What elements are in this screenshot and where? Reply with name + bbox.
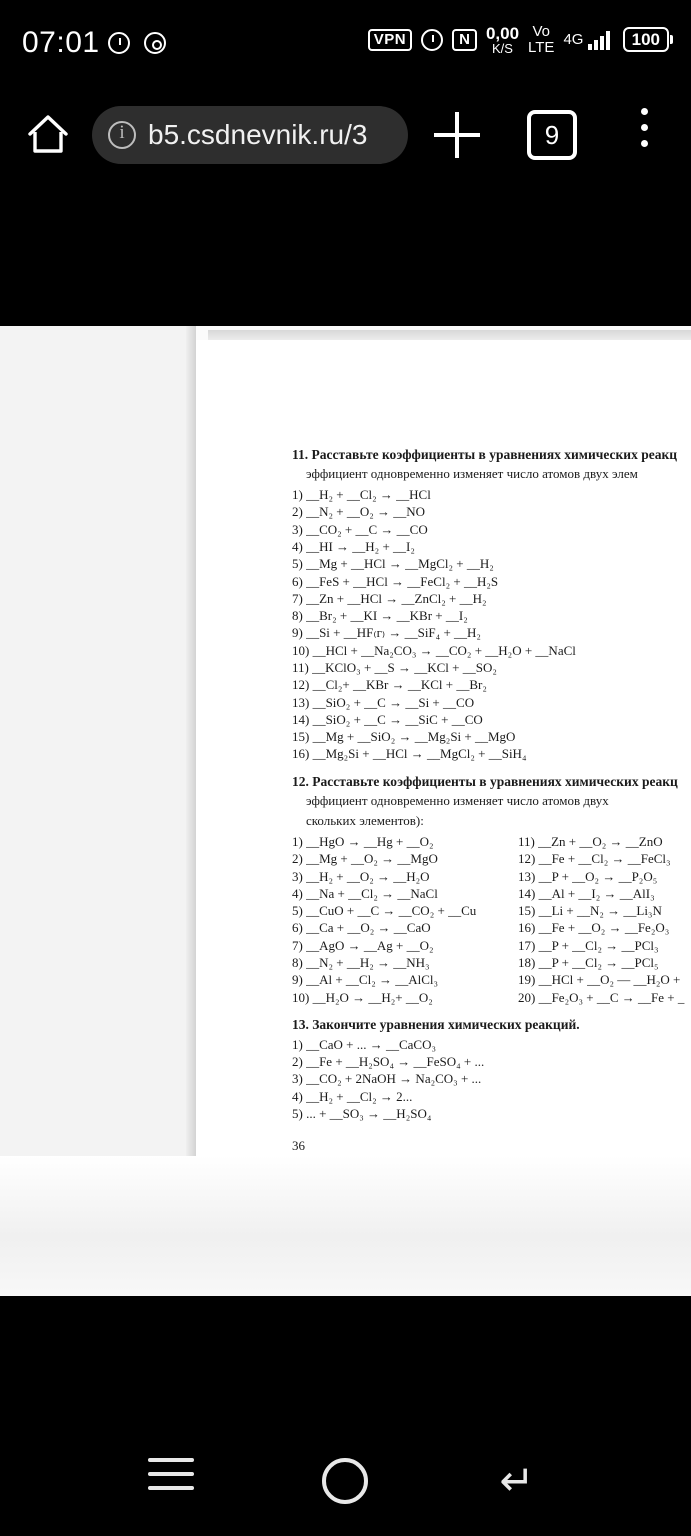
list-item: 5) __CuO + __C → __CO₂ + __Cu	[292, 903, 477, 919]
list-item: 11) __KClO₃ + __S → __KCl + __SO₂	[292, 659, 497, 675]
task-13	[292, 1017, 691, 1122]
task-11	[292, 447, 691, 763]
home-circle-icon[interactable]	[322, 1458, 368, 1504]
list-item: 14) __SiO₂ + __C → __SiC + __CO	[292, 711, 483, 727]
document-text	[292, 436, 691, 1154]
battery-tip	[670, 35, 673, 44]
list-item: 5) ... + __SO₃ → __H₂SO₄	[292, 1105, 432, 1121]
vpn-badge: VPN	[368, 29, 412, 51]
new-tab-button[interactable]	[434, 108, 484, 162]
network-speed-unit: K/S	[492, 40, 513, 56]
list-item: 7) __AgO → __Ag + __O₂	[292, 937, 434, 953]
volte-indicator	[528, 24, 554, 56]
alarm-icon	[108, 32, 130, 54]
status-left-icons	[108, 32, 166, 54]
list-item: 10) __H₂O → __H₂+ __O₂	[292, 989, 433, 1005]
list-item: 9) __Si + __HF₍г₎ → __SiF₄ + __H₂	[292, 625, 481, 641]
url-text: b5.csdnevnik.ru/3	[148, 119, 368, 150]
list-item: 7) __Zn + __HCl → __ZnCl₂ + __H₂	[292, 590, 487, 606]
list-item: 17) __P + __Cl₂ → __PCl₃	[518, 937, 659, 953]
menu-button[interactable]	[634, 108, 654, 162]
list-item: 12) __Cl₂+ __KBr → __KCl + __Br₂	[292, 677, 487, 693]
home-icon[interactable]	[26, 112, 70, 156]
battery-level: 100	[623, 27, 669, 52]
back-icon[interactable]: ↵	[499, 1456, 535, 1505]
list-item: 13) __P + __O₂ → __P₂O₅	[518, 868, 658, 884]
task-12-columns	[292, 833, 691, 1006]
status-right-icons	[368, 24, 673, 56]
list-item: 15) __Li + __N₂ → __Li₃N	[518, 903, 662, 919]
system-navigation-bar	[0, 1424, 691, 1536]
list-item: 8) __N₂ + __H₂ → __NH₃	[292, 954, 430, 970]
task-11-subtitle: эффициент одновременно изменяет число атомов двух элем	[306, 465, 638, 481]
page-number: 36	[292, 1138, 305, 1154]
task-13-list	[292, 1036, 691, 1122]
book-spine	[186, 326, 196, 1156]
list-item: 12) __Fe + __Cl₂ → __FeCl₃	[518, 851, 671, 867]
list-item: 4) __HI → __H₂ + __I₂	[292, 538, 415, 554]
task-12	[292, 774, 691, 1006]
list-item: 19) __HCl + __O₂ — __H₂O +	[518, 972, 681, 988]
page-bottom-fade	[0, 1156, 691, 1296]
list-item: 2) __Fe + __H₂SO₄ → __FeSO₄ + ...	[292, 1053, 485, 1069]
list-item: 4) __H₂ + __Cl₂ → 2...	[292, 1088, 413, 1104]
list-item: 6) __FeS + __HCl → __FeCl₂ + __H₂S	[292, 573, 499, 589]
task-12-left-list	[292, 833, 488, 1006]
status-time: 07:01	[22, 26, 100, 59]
task-12-subtitle-1: эффициент одновременно изменяет число атомов двух	[306, 792, 609, 808]
network-type-label: 4G	[563, 30, 584, 48]
volte-line2: LTE	[528, 38, 555, 56]
task-11-title: 11. Расставьте коэффициенты в уравнениях химических реакц	[292, 447, 678, 462]
list-item: 5) __Mg + __HCl → __MgCl₂ + __H₂	[292, 556, 494, 572]
list-item: 1) __CaO + ... → __CaCO₃	[292, 1036, 437, 1052]
list-item: 20) __Fe₂O₃ + __C → __Fe + _	[518, 989, 685, 1005]
task-12-title: 12. Расставьте коэффициенты в уравнениях химических реакц	[292, 773, 678, 789]
list-item: 10) __HCl + __Na₂CO₃ → __CO₂ + __H₂O + __NaCl	[292, 642, 576, 658]
site-info-icon[interactable]	[108, 121, 136, 149]
list-item: 2) __N₂ + __O₂ → __NO	[292, 504, 426, 520]
list-item: 3) __CO₂ + 2NaOH → Na₂CO₃ + ...	[292, 1071, 482, 1087]
web-content[interactable]	[0, 184, 691, 1296]
task-12-subtitle-2: скольких элементов):	[306, 812, 424, 828]
book-left-edge	[0, 326, 196, 1156]
list-item: 16) __Mg₂Si + __HCl → __MgCl₂ + __SiH₄	[292, 746, 527, 762]
list-item: 1) __H₂ + __Cl₂ → __HCl	[292, 487, 431, 503]
list-item: 9) __Al + __Cl₂ → __AlCl₃	[292, 972, 439, 988]
recents-icon[interactable]	[148, 1458, 194, 1504]
alarm-status-icon	[421, 29, 443, 51]
list-item: 6) __Ca + __O₂ → __CaO	[292, 920, 431, 936]
list-item: 18) __P + __Cl₂ → __PCl₅	[518, 954, 659, 970]
list-item: 16) __Fe + __O₂ → __Fe₂O₃	[518, 920, 670, 936]
network-speed	[486, 25, 519, 55]
list-item: 3) __H₂ + __O₂ → __H₂O	[292, 868, 430, 884]
list-item: 4) __Na + __Cl₂ → __NaCl	[292, 885, 438, 901]
network-speed-value: 0,00	[485, 23, 520, 43]
list-item: 13) __SiO₂ + __C → __Si + __CO	[292, 694, 475, 710]
list-item: 8) __Br₂ + __KI → __KBr + __I₂	[292, 608, 468, 624]
list-item: 11) __Zn + __O₂ → __ZnO	[518, 834, 663, 849]
list-item: 1) __HgO → __Hg + __O₂	[292, 834, 434, 849]
list-item: 14) __Al + __I₂ → __AlI₃	[518, 885, 655, 901]
volte-line1: Vo	[532, 23, 550, 40]
target-icon	[144, 32, 166, 54]
battery-indicator	[623, 27, 673, 52]
task-12-right-list	[518, 833, 691, 1006]
list-item: 3) __CO₂ + __C → __CO	[292, 521, 428, 537]
list-item: 2) __Mg + __O₂ → __MgO	[292, 851, 438, 867]
dnd-icon: N	[452, 29, 477, 51]
task-13-title: 13. Закончите уравнения химических реакций.	[292, 1016, 580, 1032]
status-bar	[0, 0, 691, 86]
task-11-list	[292, 486, 691, 763]
tab-switcher-button[interactable]: 9	[527, 110, 577, 160]
list-item: 15) __Mg + __SiO₂ → __Mg₂Si + __MgO	[292, 729, 516, 745]
signal-bars-icon	[588, 30, 614, 50]
browser-toolbar	[0, 86, 691, 184]
url-bar[interactable]	[92, 106, 408, 164]
network-type	[563, 30, 613, 50]
